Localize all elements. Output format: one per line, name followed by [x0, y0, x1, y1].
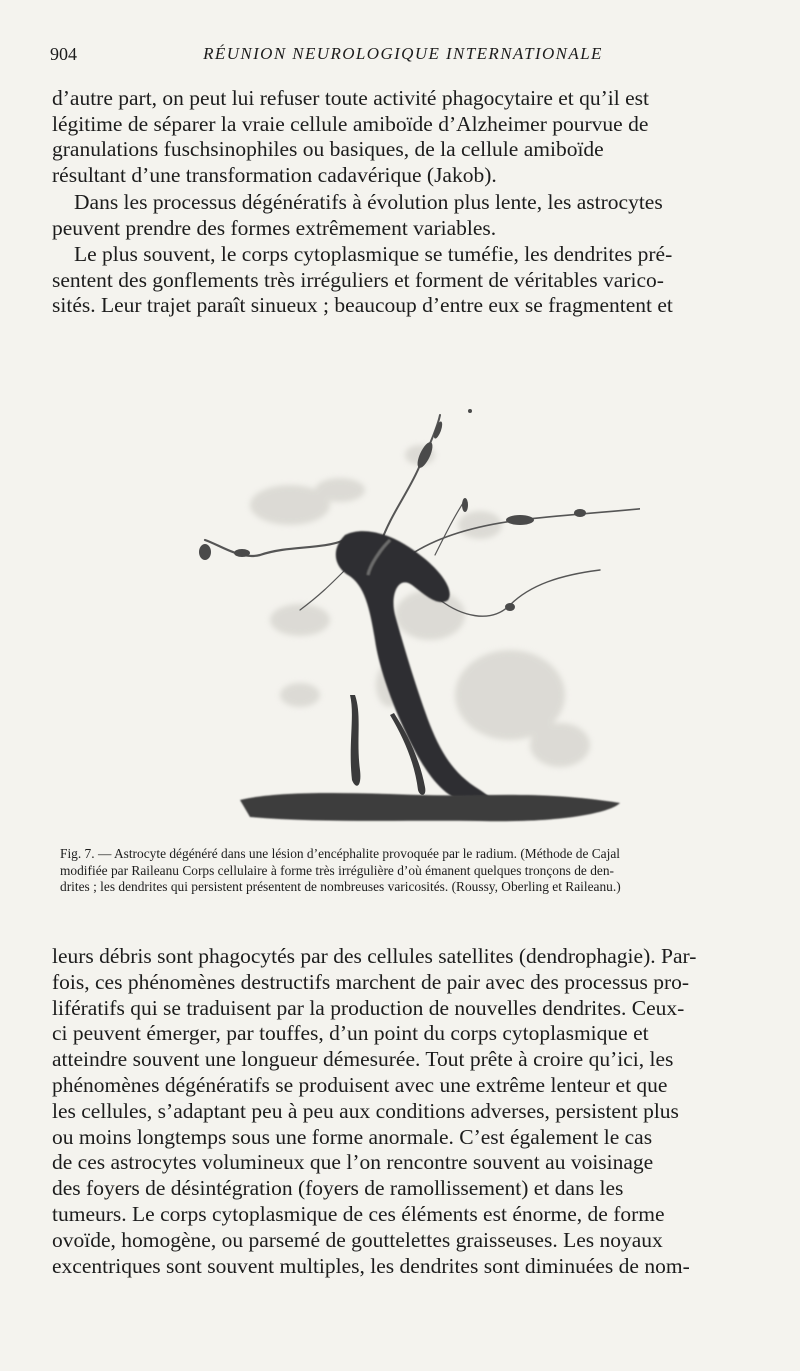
text-line: Dans les processus dégénératifs à évolution plus lente, les astrocytes [74, 190, 663, 214]
text-line: leurs débris sont phagocytés par des cellules satellites (dendrophagie). Par- [52, 944, 697, 968]
paragraph-degenerative-processes [52, 190, 764, 241]
text-line: phénomènes dégénératifs se produisent avec une extrême lenteur et que [52, 1072, 668, 1097]
text-line: ci peuvent émerger, par touffes, d’un point du corps cytoplasmique et [52, 1021, 649, 1046]
caption-line: modifiée par Raileanu Corps cellulaire à forme très irrégulière d’où émanent quelques tronçons de den- [60, 862, 615, 878]
text-line: résultant d’une transformation cadavérique (Jakob). [52, 162, 497, 187]
text-line: d’autre part, on peut lui refuser toute activité phagocytaire et qu’il est [52, 86, 649, 110]
paragraph-dendrites [52, 242, 764, 319]
text-line: atteindre souvent une longueur démesurée. Tout prête à croire qu’ici, les [52, 1047, 674, 1072]
text-line: sentent des gonflements très irréguliers et forment de véritables varico- [52, 267, 664, 292]
tissue-band [240, 793, 620, 821]
text-line: excentriques sont souvent multiples, les dendrites sont diminuées de nom- [52, 1253, 690, 1278]
caption-line: drites ; les dendrites qui persistent présentent de nombreuses varicosités. (Roussy, Oberling et Raileanu.) [60, 879, 621, 895]
text-line: sités. Leur trajet paraît sinueux ; beaucoup d’entre eux se fragmentent et [52, 293, 673, 318]
running-head [48, 44, 758, 70]
figure-caption [60, 846, 772, 896]
page-number: 904 [50, 44, 77, 64]
astrocyte-illustration [180, 395, 640, 835]
text-line: ovoïde, homogène, ou parsemé de gouttelettes graisseuses. Les noyaux [52, 1227, 663, 1252]
text-line: les cellules, s’adaptant peu à peu aux conditions adverses, persistent plus [52, 1098, 679, 1123]
journal-title: RÉUNION NEUROLOGIQUE INTERNATIONALE [203, 44, 603, 63]
paragraph-phagocytosis [52, 944, 768, 1279]
text-line: peuvent prendre des formes extrêmement variables. [52, 215, 497, 240]
text-line: granulations fuschsinophiles ou basiques, de la cellule amiboïde [52, 137, 604, 162]
text-line: des foyers de désintégration (foyers de ramollissement) et dans les [52, 1176, 624, 1201]
text-line: tumeurs. Le corps cytoplasmique de ces éléments est énorme, de forme [52, 1201, 665, 1226]
text-line: fois, ces phénomènes destructifs marchent de pair avec des processus pro- [52, 969, 690, 994]
text-line: lifératifs qui se traduisent par la production de nouvelles dendrites. Ceux- [52, 995, 685, 1020]
text-line: de ces astrocytes volumineux que l’on rencontre souvent au voisinage [52, 1150, 654, 1175]
paragraph-continuation [52, 86, 764, 188]
text-line: légitime de séparer la vraie cellule amiboïde d’Alzheimer pourvue de [52, 111, 649, 136]
text-line: Le plus souvent, le corps cytoplasmique se tuméfie, les dendrites pré- [74, 242, 673, 266]
caption-line: Fig. 7. — Astrocyte dégénéré dans une lésion d’encéphalite provoquée par le radium. (Méthode de Cajal [60, 846, 620, 861]
text-line: ou moins longtemps sous une forme anormale. C’est également le cas [52, 1124, 653, 1149]
